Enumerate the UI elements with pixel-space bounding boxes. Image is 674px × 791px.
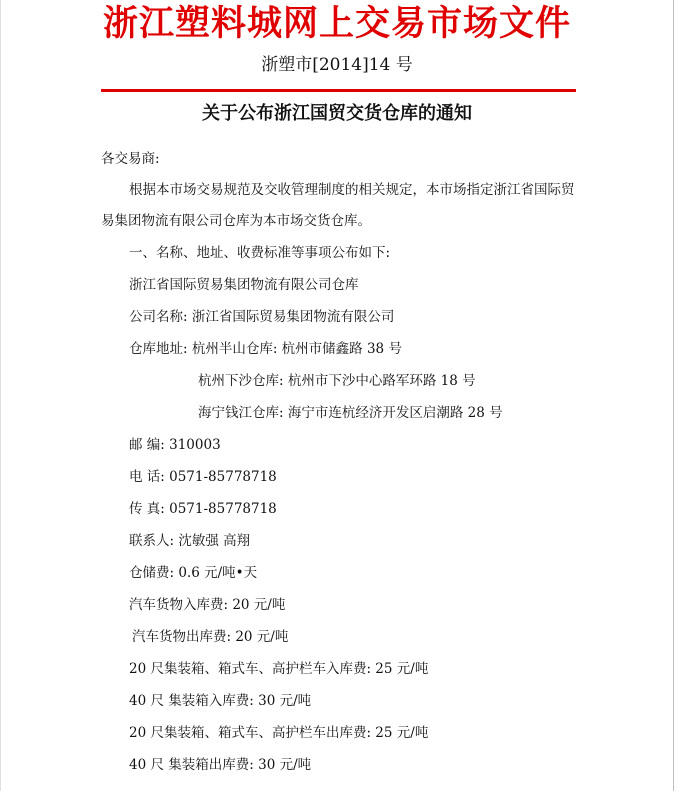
- container-20ft-out-fee: 20 尺集装箱、箱式车、高护栏车出库费: 25 元/吨: [129, 725, 429, 741]
- notice-title: 关于公布浙江国贸交货仓库的通知: [202, 103, 472, 124]
- warehouse-address-3: 海宁钱江仓库: 海宁市连杭经济开发区启潮路 28 号: [198, 405, 503, 421]
- fax-number: 传 真: 0571-85778718: [129, 501, 277, 517]
- intro-paragraph-line-2: 易集团物流有限公司仓库为本市场交货仓库。: [101, 213, 371, 229]
- contact-persons: 联系人: 沈敏强 高翔: [129, 533, 251, 549]
- intro-paragraph-line-1: 根据本市场交易规范及交收管理制度的相关规定，本市场指定浙江省国际贸: [129, 182, 575, 198]
- warehouse-address-1: 仓库地址: 杭州半山仓库: 杭州市储鑫路 38 号: [129, 341, 402, 357]
- document-header-title: 浙江塑料城网上交易市场文件: [102, 3, 571, 44]
- container-40ft-in-fee: 40 尺 集装箱入库费: 30 元/吨: [129, 693, 312, 709]
- red-divider-line: [101, 89, 576, 92]
- truck-out-fee: 汽车货物出库费: 20 元/吨: [132, 629, 289, 645]
- salutation: 各交易商:: [101, 151, 160, 167]
- container-40ft-out-fee: 40 尺 集装箱出库费: 30 元/吨: [129, 757, 312, 773]
- container-20ft-in-fee: 20 尺集装箱、箱式车、高护栏车入库费: 25 元/吨: [129, 661, 429, 677]
- phone-number: 电 话: 0571-85778718: [129, 469, 277, 485]
- company-name: 公司名称: 浙江省国际贸易集团物流有限公司: [129, 309, 395, 325]
- postcode: 邮 编: 310003: [129, 437, 221, 453]
- storage-fee: 仓储费: 0.6 元/吨•天: [129, 565, 258, 581]
- warehouse-name: 浙江省国际贸易集团物流有限公司仓库: [129, 277, 359, 293]
- truck-in-fee: 汽车货物入库费: 20 元/吨: [129, 597, 286, 613]
- section-heading: 一、名称、地址、收费标准等事项公布如下:: [129, 245, 391, 261]
- document-number: 浙塑市[2014]14 号: [261, 55, 413, 75]
- warehouse-address-2: 杭州下沙仓库: 杭州市下沙中心路军环路 18 号: [198, 373, 476, 389]
